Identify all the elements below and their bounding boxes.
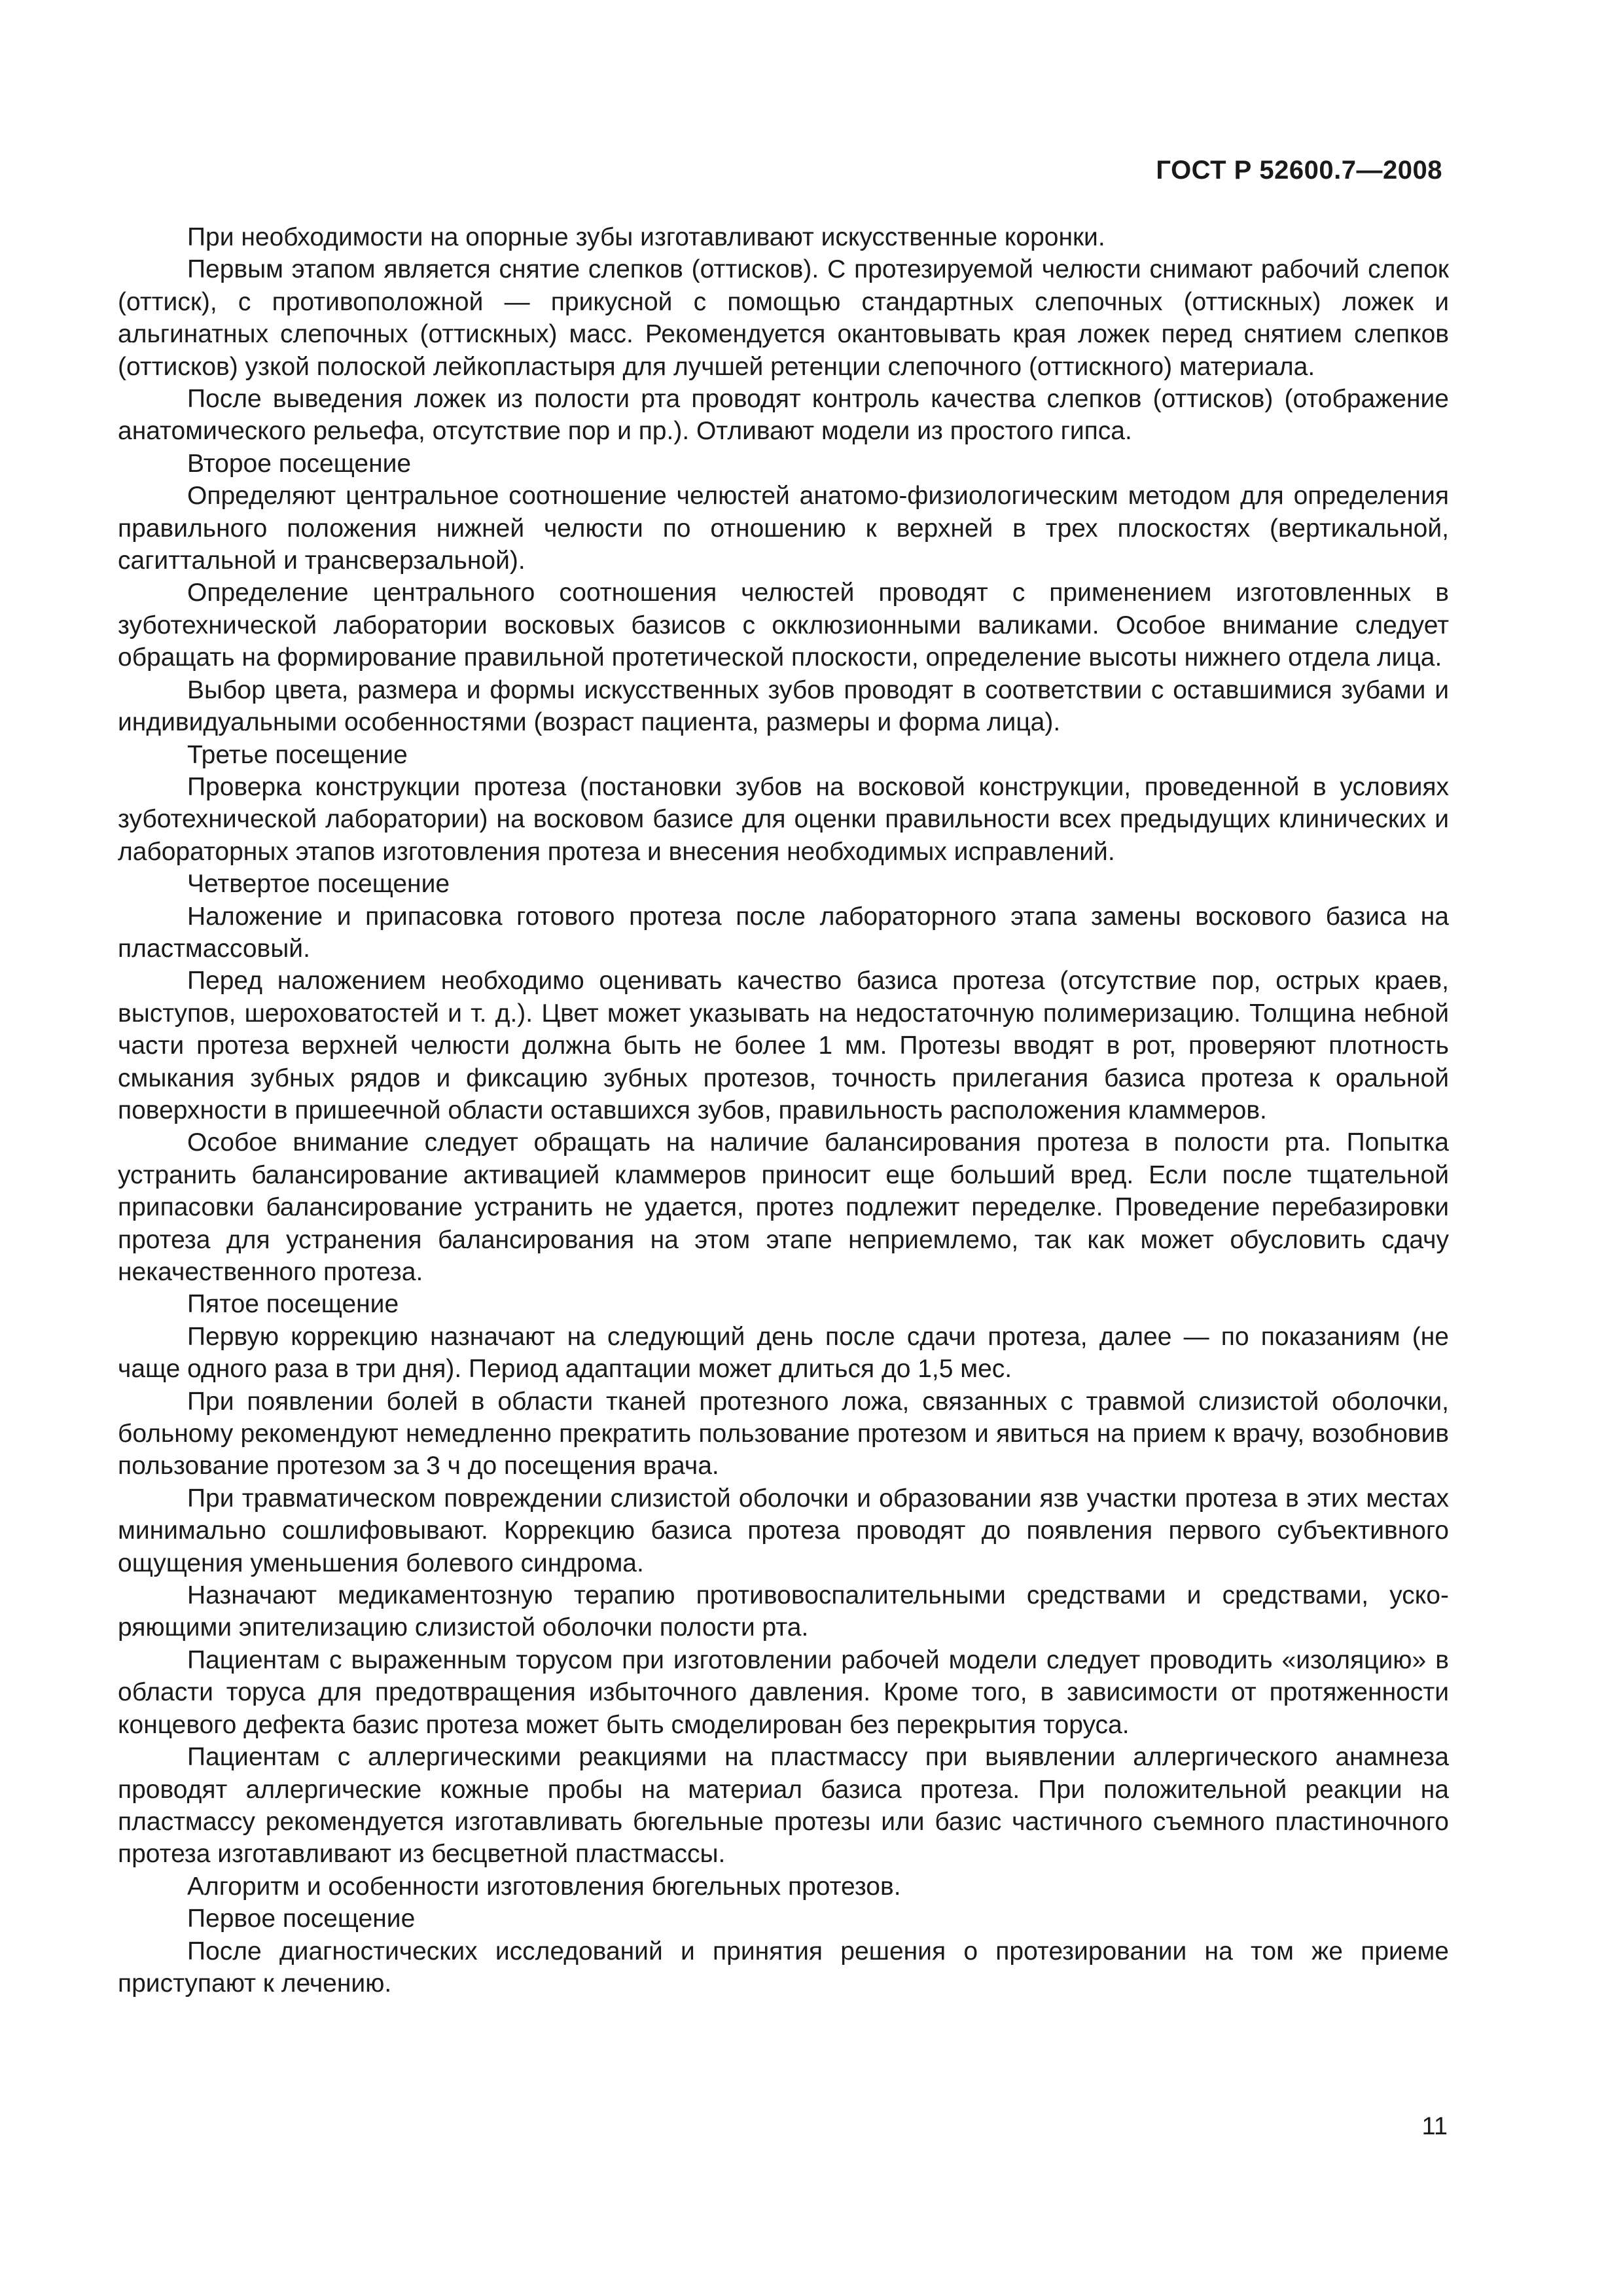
paragraph: Выбор цвета, размера и формы искусственных зубов проводят в соответствии с оставшимися зубами и индивидуальными особенностями (возраст пациента, размеры и форма лица). [118, 675, 1449, 737]
section-heading-second-visit: Второе посещение [187, 449, 412, 478]
paragraph: Перед наложением необходимо оценивать качество базиса протеза (отсутствие пор, острых краев, выступов, шероховатостей и т. д.). Цвет может указывать на недостаточную полимеризацию. Толщина небной части протеза верхней челюсти должна быть не более 1 мм. Протезы вводят в рот, проверяют плотность смыкания зубных рядов и фиксацию зубных протезов, точность прилегания базиса протеза к оральной поверхности в пришеечной области оставшихся зубов, правильность расположения кламмеров. [118, 967, 1449, 1124]
paragraph: Пациентам с выраженным торусом при изготовлении рабочей модели следует проводить «изоляцию» в области торуса для предотвращения избыточного давления. Кроме того, в зависимости от протяженности концевого дефекта базис протеза может быть смоделирован без перекрытия торуса. [118, 1645, 1449, 1739]
section-heading-fifth-visit: Пятое посещение [187, 1290, 399, 1319]
paragraph: Первую коррекцию назначают на следующий день после сдачи протеза, далее — по показаниям (не чаще одного раза в три дня). Период адаптации может длиться до 1,5 мес. [118, 1322, 1449, 1384]
paragraph: Определение центрального соотношения челюстей проводят с применением изготовленных в зуботехнической лаборатории восковых базисов с окклюзионными валиками. Особое внимание следует обращать на формирование правильной протетической плоскости, определение высоты нижнего отдела лица. [118, 579, 1449, 672]
paragraph: Наложение и припасовка готового протеза после лабораторного этапа замены воскового базиса на пластмассовый. [118, 902, 1449, 963]
paragraph: Особое внимание следует обращать на наличие балансирования протеза в полости рта. Попытка устранить балансирование активацией кламмеров приносит еще больший вред. Если после тщательной припасовки балансирование устранить не удается, протез подлежит переделке. Проведение перебазировки протеза для устранения балансирования на этом этапе неприемлемо, так как может обусловить сдачу некачественного протеза. [118, 1128, 1449, 1286]
paragraph: После диагностических исследований и принятия решения о протезировании на том же приеме приступают к лечению. [118, 1937, 1449, 1998]
paragraph: Определяют центральное соотношение челюстей анатомо-физиологическим методом для определения правильного положения нижней челюсти по отношению к верхней в трех плоскостях (вертикальной, сагиттальной и трансверзальной). [118, 482, 1449, 575]
paragraph: При травматическом повреждении слизистой оболочки и образовании язв участки протеза в этих местах минимально сошлифовывают. Коррекцию базиса протеза проводят до появления первого субъективного ощущения уменьшения болевого синдрома. [118, 1484, 1449, 1577]
paragraph: Алгоритм и особенности изготовления бюгельных протезов. [187, 1872, 901, 1901]
paragraph: Проверка конструкции протеза (постановки зубов на восковой конструкции, проведенной в условиях зуботехнической лаборатории) на восковом базисе для оценки правильности всех предыдущих клинических и лабораторных этапов изготовления протеза и внесения необходимых исправлений. [118, 772, 1449, 866]
paragraph: Первым этапом является снятие слепков (оттисков). С протезируемой челюсти снимают рабочий слепок (оттиск), с противоположной — прикусной с помощью стандартных слепочных (оттискных) ложек и альгинатных слепочных (оттискных) масс. Рекомендуется окантовывать края ложек перед снятием слепков (оттисков) узкой полоской лейкопластыря для лучшей ретенции слепочного (оттискного) материала. [118, 255, 1449, 381]
section-heading-third-visit: Третье посещение [187, 740, 408, 769]
page-number: 11 [1421, 2113, 1448, 2140]
paragraph: После выведения ложек из полости рта проводят контроль качества слепков (оттисков) (отображение анатомического рельефа, отсутствие пор и пр.). Отливают модели из простого гипса. [118, 385, 1449, 446]
section-heading-fourth-visit: Четвертое посещение [187, 870, 450, 899]
paragraph: При необходимости на опорные зубы изготавливают искусственные коронки. [187, 223, 1105, 251]
body-text [118, 221, 1449, 2000]
section-heading-first-visit: Первое посещение [187, 1905, 416, 1933]
paragraph: Пациентам с аллергическими реакциями на пластмассу при выявлении аллергического анамнеза проводят аллергические кожные пробы на материал базиса протеза. При положительной реакции на пластмассу рекомендуется изготавливать бюгельные протезы или базис частичного съемного пластиночного протеза изготавливают из бесцветной пластмассы. [118, 1743, 1449, 1869]
paragraph: При появлении болей в области тканей протезного ложа, связанных с травмой слизистой оболочки, больному рекомендуют немедленно прекратить пользование протезом и явиться на прием к врачу, возобновив пользование протезом за 3 ч до посещения врача. [118, 1387, 1449, 1480]
document-code-header: ГОСТ Р 52600.7—2008 [1156, 156, 1442, 185]
paragraph: Назначают медикаментозную терапию противовоспалительными средствами и средствами, ускоряющими эпителизацию слизистой оболочки полости рта. [118, 1581, 1449, 1642]
